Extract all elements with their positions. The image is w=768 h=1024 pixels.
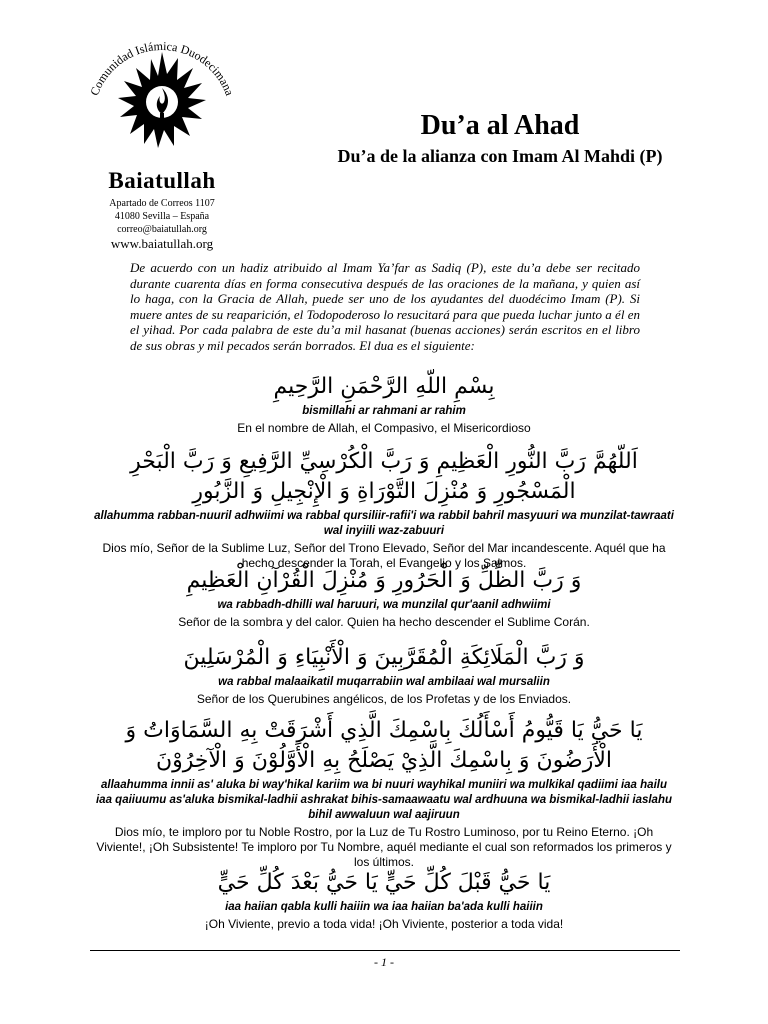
page-title: Du’a al Ahad (420, 110, 580, 141)
page-subtitle: Du’a de la alianza con Imam Al Mahdi (P) (337, 146, 663, 166)
arabic-text: بِسْمِ اللّهِ الرَّحْمَنِ الرَّحِيمِ (273, 374, 495, 399)
address-line-1: Apartado de Correos 1107 (109, 198, 215, 209)
intro-paragraph: De acuerdo con un hadiz atribuido al Imam Ya’far as Sadiq (P), este du’a debe ser recitado durante cuarenta días en forma consecutiva después de las oraciones de la mañana, y quien así lo haga, con la Gracia de Allah, puede ser uno de los ayudantes del duodécimo Imam (P). Si muere antes de su reaparición, el Todopoderoso lo resucitará para que pueda luchar junto a él en el yihad. Por cada palabra de este du’a mil hasanat (buenas acciones) serán escritos en el libro de sus obras y mil pecados serán borrados. El dua es el siguiente: (130, 260, 640, 353)
verse-block (92, 868, 676, 932)
translation: Dios mío, te imploro por tu Noble Rostro, por la Luz de Tu Rostro Luminoso, por tu Reino Eterno. ¡Oh Viviente!, ¡Oh Subsistente! Te imploro por Tu Nombre, aquél mediante el cual son reformados los primeros y los últimos. (96, 825, 672, 869)
organization-name: Baiatullah (108, 168, 216, 193)
logo-arc-text: Comunidad Islámica Duodecimana (87, 38, 237, 98)
star-flame-emblem-icon (78, 18, 246, 178)
translation: Dios mío, Señor de la Sublime Luz, Señor del Trono Elevado, Señor del Mar incandescente. Aquél que ha hecho descender la Torah, el Evangelio y los Salmos. (102, 541, 666, 570)
verse-block (92, 716, 676, 870)
translation: Señor de los Querubines angélicos, de los Profetas y de los Enviados. (196, 692, 572, 706)
arabic-text: يَا حَيُّ يَا قَيُّومُ أَسْأَلُكَ بِاسْمِكَ الَّذِي أَشْرَقَتْ بِهِ السَّمَاوَاتُ وَ الْأَرَضُونَ وَ بِاسْمِكَ الَّذِيْ يَصْلَحُ بِهِ الْأَوَّلُوْنَ وَ الْآخِرُوْنَ (125, 718, 643, 773)
arabic-text: وَ رَبَّ الْمَلَائِكَةِ الْمُقَرَّبِينَ وَ الْأَنْبِيَاءِ وَ الْمُرْسَلِينَ (183, 645, 585, 670)
transliteration: iaa haiian qabla kulli haiiin wa iaa haiian ba'ada kulli haiiin (225, 901, 543, 913)
transliteration: bismillahi ar rahmani ar rahim (302, 405, 466, 417)
verse-block (92, 566, 676, 630)
transliteration: wa rabbadh-dhilli wal haruuri, wa munzilal qur'aanil adhwiimi (217, 599, 551, 611)
translation: Señor de la sombra y del calor. Quien ha hecho descender el Sublime Corán. (178, 615, 590, 629)
website-url: www.baiatullah.org (110, 236, 214, 251)
translation: En el nombre de Allah, el Compasivo, el Misericordioso (237, 421, 531, 435)
organization-logo (78, 18, 246, 251)
email-address: correo@baiatullah.org (117, 224, 207, 235)
arabic-text: اَللّهُمَّ رَبَّ النُّورِ الْعَظِيمِ وَ رَبَّ الْكُرْسِيِّ الرَّفِيعِ وَ رَبَّ الْبَحْرِ الْمَسْجُورِ وَ مُنْزِلَ التَّوْرَاةِ وَ الْإِنْجِيلِ وَ الزَّبُورِ (130, 449, 638, 504)
arabic-text: وَ رَبَّ الظِّلِّ وَ الْحَرُورِ وَ مُنْزِلَ الْقُرْآنِ الْعَظِيمِ (186, 568, 582, 593)
verse-block (92, 372, 676, 436)
verse-block (92, 447, 676, 571)
transliteration: allahumma rabban-nuuril adhwiimi wa rabbal qursiliir-rafii'i wa rabbil bahril masyuuri wa munzilat-tawraati wal inyiili waz-zabuuri (94, 510, 674, 537)
page-number: - 1 - (374, 955, 394, 969)
verse-block (92, 643, 676, 707)
footer-divider (90, 950, 680, 951)
address-line-2: 41080 Sevilla – España (114, 211, 210, 222)
transliteration: wa rabbal malaaikatil muqarrabiin wal ambilaai wal mursaliin (218, 676, 550, 688)
translation: ¡Oh Viviente, previo a toda vida! ¡Oh Viviente, posterior a toda vida! (204, 917, 564, 931)
arabic-text: يَا حَيُّ قَبْلَ كُلِّ حَيٍّ يَا حَيُّ بَعْدَ كُلِّ حَيٍّ (217, 870, 551, 895)
transliteration: allaahumma innii as' aluka bi way'hikal kariim wa bi nuuri wayhikal muniiri wa mulkikal qadiimi iaa hailu iaa qaiiuumu as'aluka bismikal-ladhii ashrakat bihis-samaawaatu wal ardhuuna wa bismikal-ladhii iaslahu bihil awwaluun wal aajiruun (95, 779, 672, 821)
